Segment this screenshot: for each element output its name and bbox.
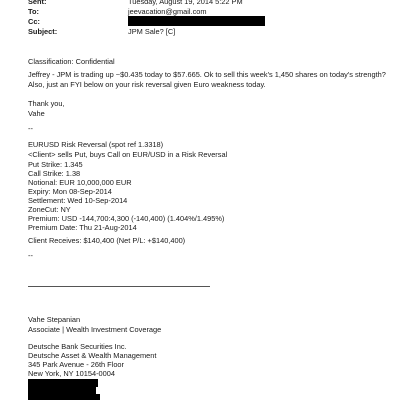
- rr-line: Notional: EUR 10,000,000 EUR: [28, 178, 132, 187]
- rr-line: <Client> sells Put, buys Call on EUR/USD in a Risk Reversal: [28, 150, 228, 159]
- rr-line: Call Strike: 1.38: [28, 169, 81, 178]
- rr-line: Settlement: Wed 10-Sep-2014: [28, 196, 128, 205]
- cc-redaction: [128, 16, 265, 26]
- to-value: jeevacation@gmail.com: [128, 7, 207, 17]
- to-label: To:: [28, 7, 39, 17]
- message-line-1: Jeffrey - JPM is trading up ~$0.435 today to $57.665. Ok to sell this week's 1,450 shares on today's strength?: [28, 70, 386, 79]
- classification-line: Classification: Confidential: [28, 57, 115, 66]
- sent-label: Sent:: [28, 0, 47, 7]
- sender-first-name: Vahe: [28, 109, 45, 118]
- signature-divider: [28, 286, 210, 287]
- signature-redaction-3: [28, 394, 100, 400]
- client-receives-line: Client Receives: $140,400 (Net P/L: +$140,400): [28, 236, 186, 245]
- subject-label: Subject:: [28, 27, 58, 37]
- rr-line: Premium Date: Thu 21-Aug-2014: [28, 223, 137, 232]
- signature-address-1: 345 Park Avenue - 26th Floor: [28, 360, 125, 369]
- rr-line: ZoneCut: NY: [28, 205, 71, 214]
- signature-name: Vahe Stepanian: [28, 315, 81, 324]
- separator-1: --: [28, 124, 33, 133]
- thanks-line: Thank you,: [28, 99, 65, 108]
- rr-line: Premium: USD -144,700:4,300 (-140,400) (1.404%/1.495%): [28, 214, 225, 223]
- sent-value: Tuesday, August 19, 2014 5:22 PM: [128, 0, 243, 7]
- signature-address-2: New York, NY 10154-0004: [28, 369, 115, 378]
- cc-label: Cc:: [28, 17, 40, 27]
- signature-org-2: Deutsche Asset & Wealth Management: [28, 351, 157, 360]
- separator-2: --: [28, 251, 33, 260]
- rr-line: EURUSD Risk Reversal (spot ref 1.3318): [28, 140, 164, 149]
- rr-line: Expiry: Mon 08-Sep-2014: [28, 187, 112, 196]
- signature-redaction-2: [28, 387, 96, 394]
- message-line-2: Also, just an FYI below on your risk reversal given Euro weakness today.: [28, 80, 266, 89]
- signature-title: Associate | Wealth Investment Coverage: [28, 325, 162, 334]
- signature-redaction-1: [28, 379, 98, 387]
- subject-value: JPM Sale? [C]: [128, 27, 176, 37]
- rr-line: Put Strike: 1.345: [28, 160, 83, 169]
- signature-org-1: Deutsche Bank Securities Inc.: [28, 342, 127, 351]
